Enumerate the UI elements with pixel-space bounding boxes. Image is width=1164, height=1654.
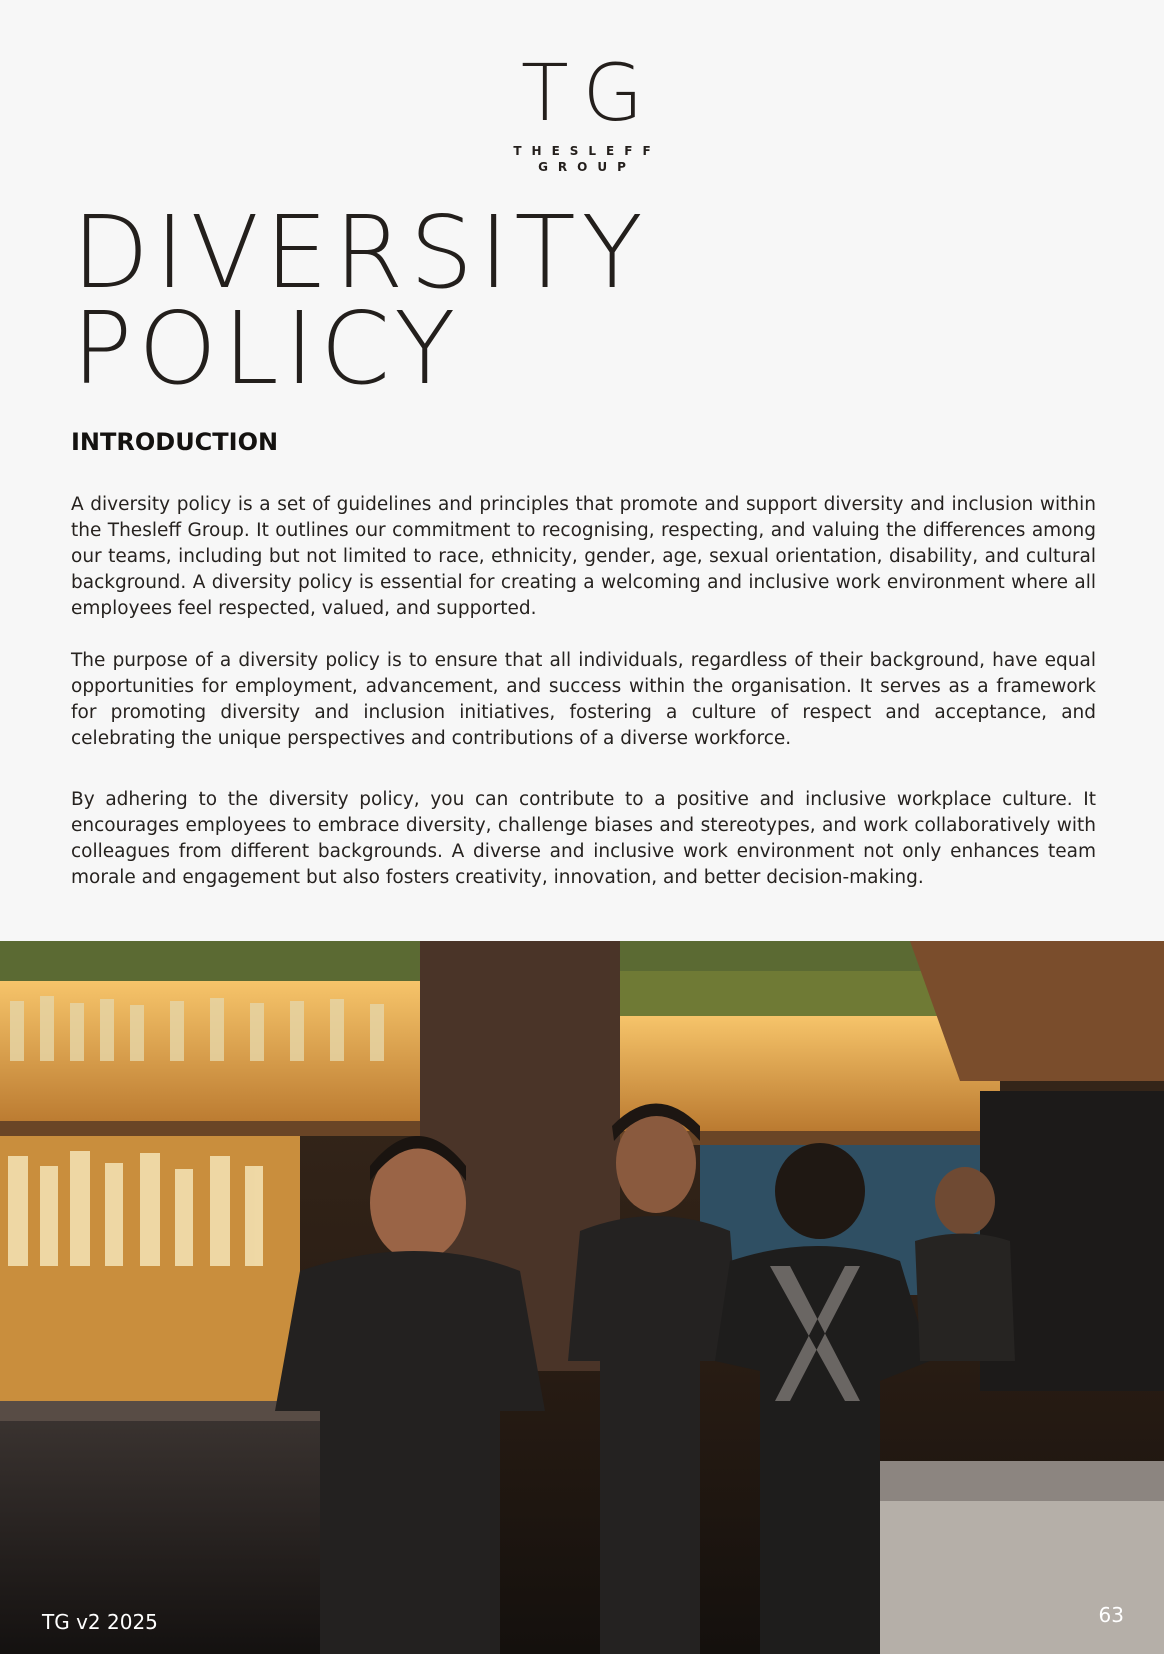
- intro-paragraph-3: By adhering to the diversity policy, you can contribute to a positive and inclusive workplace culture. It encourages employees to embrace diversity, challenge biases and stereotypes, and work collaboratively with colleagues from different backgrounds. A diverse and inclusive work environment not only enhances team morale and engagement but also fosters creativity, innovation, and better decision-making.: [71, 789, 1096, 888]
- thesleff-group-logo: [0, 49, 1164, 175]
- intro-paragraph-1: A diversity policy is a set of guidelines and principles that promote and support diversity and inclusion within the Thesleff Group. It outlines our commitment to recognising, respecting, and valuing the differences among our teams, including but not limited to race, ethnicity, gender, age, sexual orientation, disability, and cultural background. A diversity policy is essential for creating a welcoming and inclusive work environment where all employees feel respected, valued, and supported.: [71, 494, 1096, 619]
- logo-mark: TG: [520, 49, 658, 139]
- page-title: [72, 194, 649, 407]
- logo-subtitle: [0, 143, 1164, 175]
- section-heading: INTRODUCTION: [71, 428, 279, 456]
- intro-paragraph-2: The purpose of a diversity policy is to ensure that all individuals, regardless of their background, have equal opportunities for employment, advancement, and success within the organisation. It serves as a framework for promoting diversity and inclusion initiatives, fostering a culture of respect and acceptance, and celebrating the unique perspectives and contributions of a diverse workforce.: [71, 650, 1096, 749]
- page-title-line2: POLICY: [72, 290, 462, 407]
- bar-staff-photo-illustration: [0, 941, 1164, 1654]
- logo-subtitle-line1: THESLEFF: [513, 144, 661, 158]
- logo-subtitle-line2: GROUP: [538, 160, 636, 174]
- document-version: TG v2 2025: [42, 1610, 158, 1634]
- page-title-line1: DIVERSITY: [72, 194, 649, 311]
- bar-staff-photo: [0, 941, 1164, 1654]
- page-number: 63: [1098, 1603, 1124, 1627]
